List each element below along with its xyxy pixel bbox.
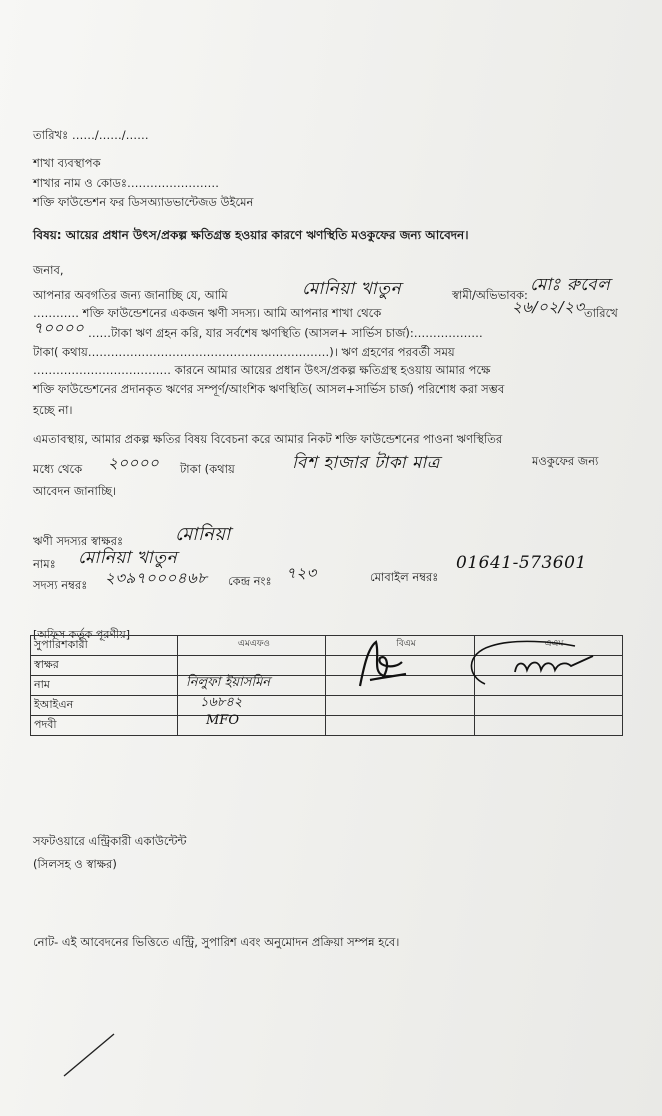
note-line: নোট- এই আবেদনের ভিত্তিতে এন্ট্রি, সুপারিশ এবং অনুমোদন প্রক্রিয়া সম্পন্ন হবে। — [33, 935, 400, 949]
member-name-label: নামঃ — [33, 557, 56, 571]
row-label: নাম — [31, 676, 178, 696]
body-line-5: ……………………………… কারনে আমার আয়ের প্রধান উৎস/প্রকল্প ক্ষতিগ্রস্থ হওয়ায় আমার পক্ষে — [33, 363, 491, 377]
handwritten-waiver-amount: ২০০০০ — [108, 454, 160, 472]
column-header-am: এএম — [544, 639, 564, 649]
handwritten-mfo-designation: MFO — [206, 713, 239, 728]
handwritten-amount-in-words: বিশ হাজার টাকা মাত্র — [292, 453, 440, 473]
mobile-label: মোবাইল নম্বরঃ — [370, 570, 439, 584]
body-line-9-mid: টাকা (কথায় — [180, 462, 235, 476]
body-line-7: হচ্ছে না। — [33, 403, 73, 417]
date-line: তারিখঃ ……/……/…… — [33, 128, 149, 142]
body-line-8: এমতাবস্থায়, আমার প্রকল্প ক্ষতির বিষয় বিবেচনা করে আমার নিকট শক্তি ফাউন্ডেশনের পাওনা ঋণস্থিতির — [33, 432, 503, 446]
body-line-10: আবেদন জানাচ্ছি। — [33, 484, 117, 498]
row-label: ইআইএন — [31, 696, 178, 716]
handwritten-mfo-ein: ১৬৮৪২ — [200, 695, 243, 710]
member-signature: মোনিয়া — [175, 524, 231, 545]
body-line-4: টাকা( কথায়………………………………………………………)। ঋণ গ্রহণের পরবর্তী সময় — [33, 345, 455, 359]
member-signature-label: ঋণী সদস্যর স্বাক্ষরঃ — [33, 534, 124, 548]
handwritten-loan-date: ২৬/০২/২৩ — [512, 298, 585, 316]
guardian-label: স্বামী/অভিভাবক: — [452, 288, 528, 302]
pen-stroke-mark — [60, 1030, 120, 1080]
recipient-designation: শাখা ব্যবস্থাপক — [33, 156, 101, 170]
office-section-title: [অফিস কর্তৃক পূরণীয়] — [33, 628, 130, 641]
body-line-6: শক্তি ফাউন্ডেশনের প্রদানকৃত ঋণের সম্পূর্ণ/আংশিক ঋণস্থিতি( আসল+সার্ভিস চার্জ) পরিশোধ করা সম্ভব — [33, 382, 505, 396]
table-row — [31, 696, 623, 716]
body-line-1: আপনার অবগতির জন্য জানাচ্ছি যে, আমি — [33, 288, 228, 302]
handwritten-center-number: ৭২৩ — [286, 564, 317, 582]
column-header-mfo: এমএফও — [238, 639, 270, 649]
bm-signature — [350, 636, 410, 692]
body-line-9-post: মওকুফের জন্য — [532, 454, 599, 468]
handwritten-loan-amount: ৭০০০০ — [33, 319, 85, 337]
handwritten-mobile-number: 01641-573601 — [456, 553, 587, 573]
body-line-2: ………… শক্তি ফাউন্ডেশনের একজন ঋণী সদস্য। আমি আপনার শাখা থেকে — [33, 306, 382, 320]
handwritten-member-name-2: মোনিয়া খাতুন — [78, 548, 178, 568]
handwritten-mfo-name: নিলুফা ইয়াসমিন — [186, 675, 271, 690]
member-id-label: সদস্য নম্বরঃ — [33, 578, 88, 592]
body-line-9-pre: মধ্যে থেকে — [33, 462, 83, 476]
handwritten-member-name: মোনিয়া খাতুন — [302, 279, 402, 299]
row-label: সুপারিশকারী — [31, 636, 178, 656]
row-label: পদবী — [31, 716, 178, 736]
row-label: স্বাক্ষর — [31, 656, 178, 676]
handwritten-guardian-name: মোঃ রুবেল — [530, 275, 611, 295]
column-header-bm: বিএম — [396, 639, 416, 649]
col-mfo — [178, 636, 326, 656]
body-line-3: ……টাকা ঋণ গ্রহন করি, যার সর্বশেষ ঋণস্থিতি (আসল+ সার্ভিস চার্জ):……………… — [88, 326, 483, 340]
subject-line: বিষয়: আয়ের প্রধান উৎস/প্রকল্প ক্ষতিগ্রস্ত হওয়ার কারণে ঋণস্থিতি মওকুফের জন্য আবেদন। — [33, 228, 469, 242]
center-label: কেন্দ্র নংঃ — [228, 574, 272, 588]
branch-name-code: শাখার নাম ও কোডঃ…………………… — [33, 176, 220, 190]
software-accountant-label: সফটওয়ারে এন্ট্রিকারী একাউন্টেন্ট — [33, 834, 187, 848]
seal-signature-label: (সিলসহ ও স্বাক্ষর) — [33, 857, 117, 871]
table-row — [31, 716, 623, 736]
am-signature — [455, 636, 605, 692]
handwritten-member-id: ২৩৯৭০০০৪৬৮ — [105, 569, 208, 587]
organization-name: শক্তি ফাউন্ডেশন ফর ডিসঅ্যাডভান্টেজড উইমেন — [33, 195, 254, 209]
greeting: জনাব, — [33, 263, 64, 277]
date-suffix: তারিখে — [584, 306, 618, 320]
